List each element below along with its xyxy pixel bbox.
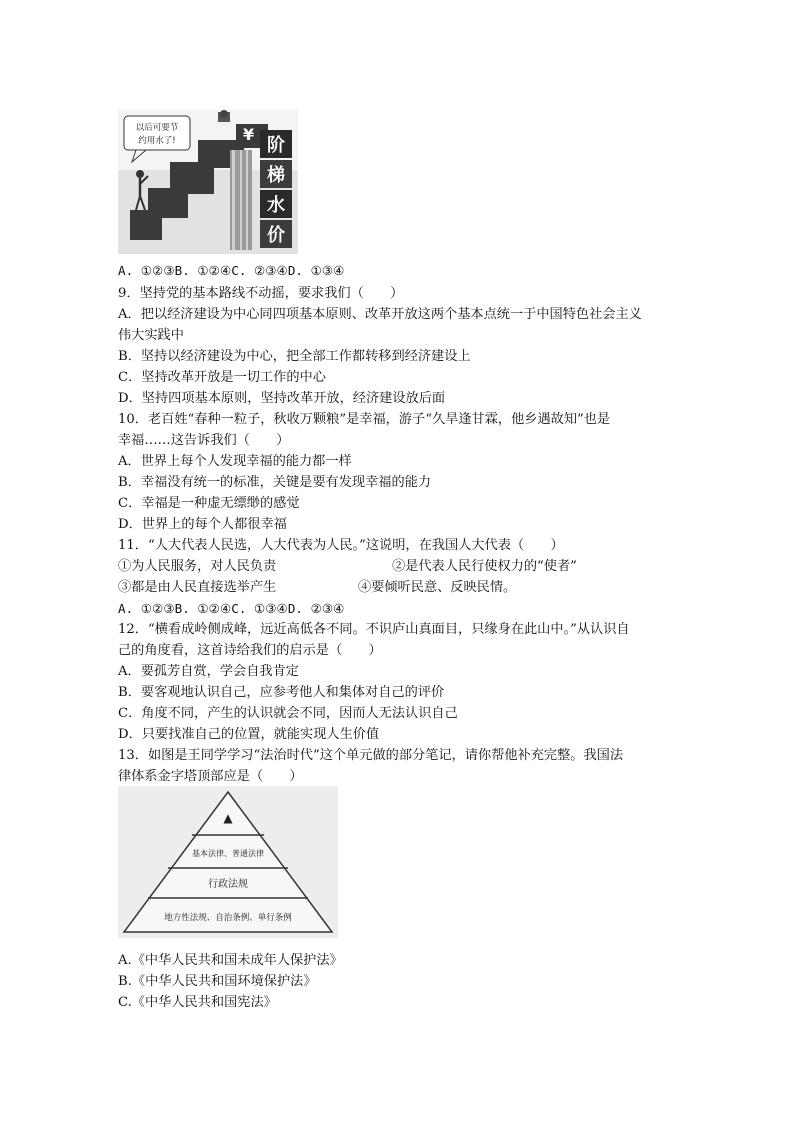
- q12-option-d: D．只要找准自己的位置，就能实现人生价值: [118, 727, 380, 742]
- pyramid-level-2: 基本法律、普通法律: [192, 849, 264, 858]
- q11-statement-1: ①为人民服务，对人民负责: [118, 559, 277, 574]
- pyramid-level-4: 地方性法规、自治条例、单行条例: [164, 913, 292, 923]
- water-price-cartoon: [118, 110, 298, 254]
- q12-option-b: B．要客观地认识自己，应参考他人和集体对自己的评价: [118, 685, 445, 700]
- q9-option-a-cont: 伟大实践中: [118, 328, 184, 343]
- q10-option-c: C．幸福是一种虚无缥缈的感觉: [118, 496, 300, 511]
- pyramid-top-marker: ▲: [223, 811, 233, 825]
- q9-option-a: A．把以经济建设为中心同四项基本原则、改革开放这两个基本点统一于中国特色社会主义: [118, 307, 642, 322]
- q12-option-c: C．角度不同，产生的认识就会不同，因而人无法认识自己: [118, 706, 458, 721]
- q12-stem: 12．“横看成岭侧成峰，远近高低各不同。不识庐山真面目，只缘身在此山中。”从认识自: [118, 622, 630, 637]
- q10-stem: 10．老百姓“春种一粒子，秋收万颗粮”是幸福，游子“久旱逢甘霖，他乡遇故知”也是: [118, 412, 611, 427]
- vertical-char-3: 水: [267, 195, 285, 216]
- q11-stem: 11．“人大代表人民选，人大代表为人民。”这说明，在我国人大代表（ ）: [118, 538, 564, 553]
- q12-option-a: A．要孤芳自赏，学会自我肯定: [118, 664, 299, 679]
- q12-stem-cont: 己的角度看，这首诗给我们的启示是（ ）: [118, 643, 382, 658]
- q9-option-b: B．坚持以经济建设为中心，把全部工作都转移到经济建设上: [118, 349, 471, 364]
- q13-stem-cont: 律体系金字塔顶部应是（ ）: [118, 769, 303, 784]
- q11-statement-4: ④要倾听民意、反映民情。: [358, 580, 517, 595]
- q11-statement-2: ②是代表人民行使权力的“使者”: [392, 559, 577, 574]
- bubble-line-2: 约用水了!: [138, 136, 176, 146]
- vertical-char-1: 阶: [267, 135, 285, 156]
- q10-option-a: A．世界上每个人发现幸福的能力都一样: [118, 454, 352, 469]
- q9-option-c: C．坚持改革开放是一切工作的中心: [118, 370, 326, 385]
- q13-option-a: A.《中华人民共和国未成年人保护法》: [118, 953, 343, 968]
- q10-option-d: D．世界上的每个人都很幸福: [118, 517, 287, 532]
- pyramid-level-3: 行政法规: [208, 879, 248, 890]
- q11-options: A. ①②③B. ①②④C. ①③④D. ②③④: [118, 601, 345, 616]
- q10-stem-cont: 幸福……这告诉我们（ ）: [118, 433, 290, 448]
- legal-system-pyramid: [118, 786, 338, 938]
- q13-option-b: B.《中华人民共和国环境保护法》: [118, 974, 317, 989]
- vertical-char-4: 价: [267, 225, 285, 246]
- q10-option-b: B．幸福没有统一的标准，关键是要有发现幸福的能力: [118, 475, 432, 490]
- q13-stem: 13．如图是王同学学习“法治时代”这个单元做的部分笔记，请你帮他补充完整。我国法: [118, 748, 624, 763]
- q9-option-d: D．坚持四项基本原则，坚持改革开放，经济建设放后面: [118, 391, 446, 406]
- q13-option-c: C.《中华人民共和国宪法》: [118, 995, 277, 1010]
- vertical-char-2: 梯: [267, 165, 285, 186]
- bubble-line-1: 以后可要节: [135, 123, 179, 133]
- q11-statement-3: ③都是由人民直接选举产生: [118, 580, 277, 595]
- q9-stem: 9．坚持党的基本路线不动摇，要求我们（ ）: [118, 286, 404, 301]
- yen-icon: ¥: [243, 125, 255, 144]
- q8-options: A. ①②③B. ①②④C. ②③④D. ①③④: [118, 263, 345, 278]
